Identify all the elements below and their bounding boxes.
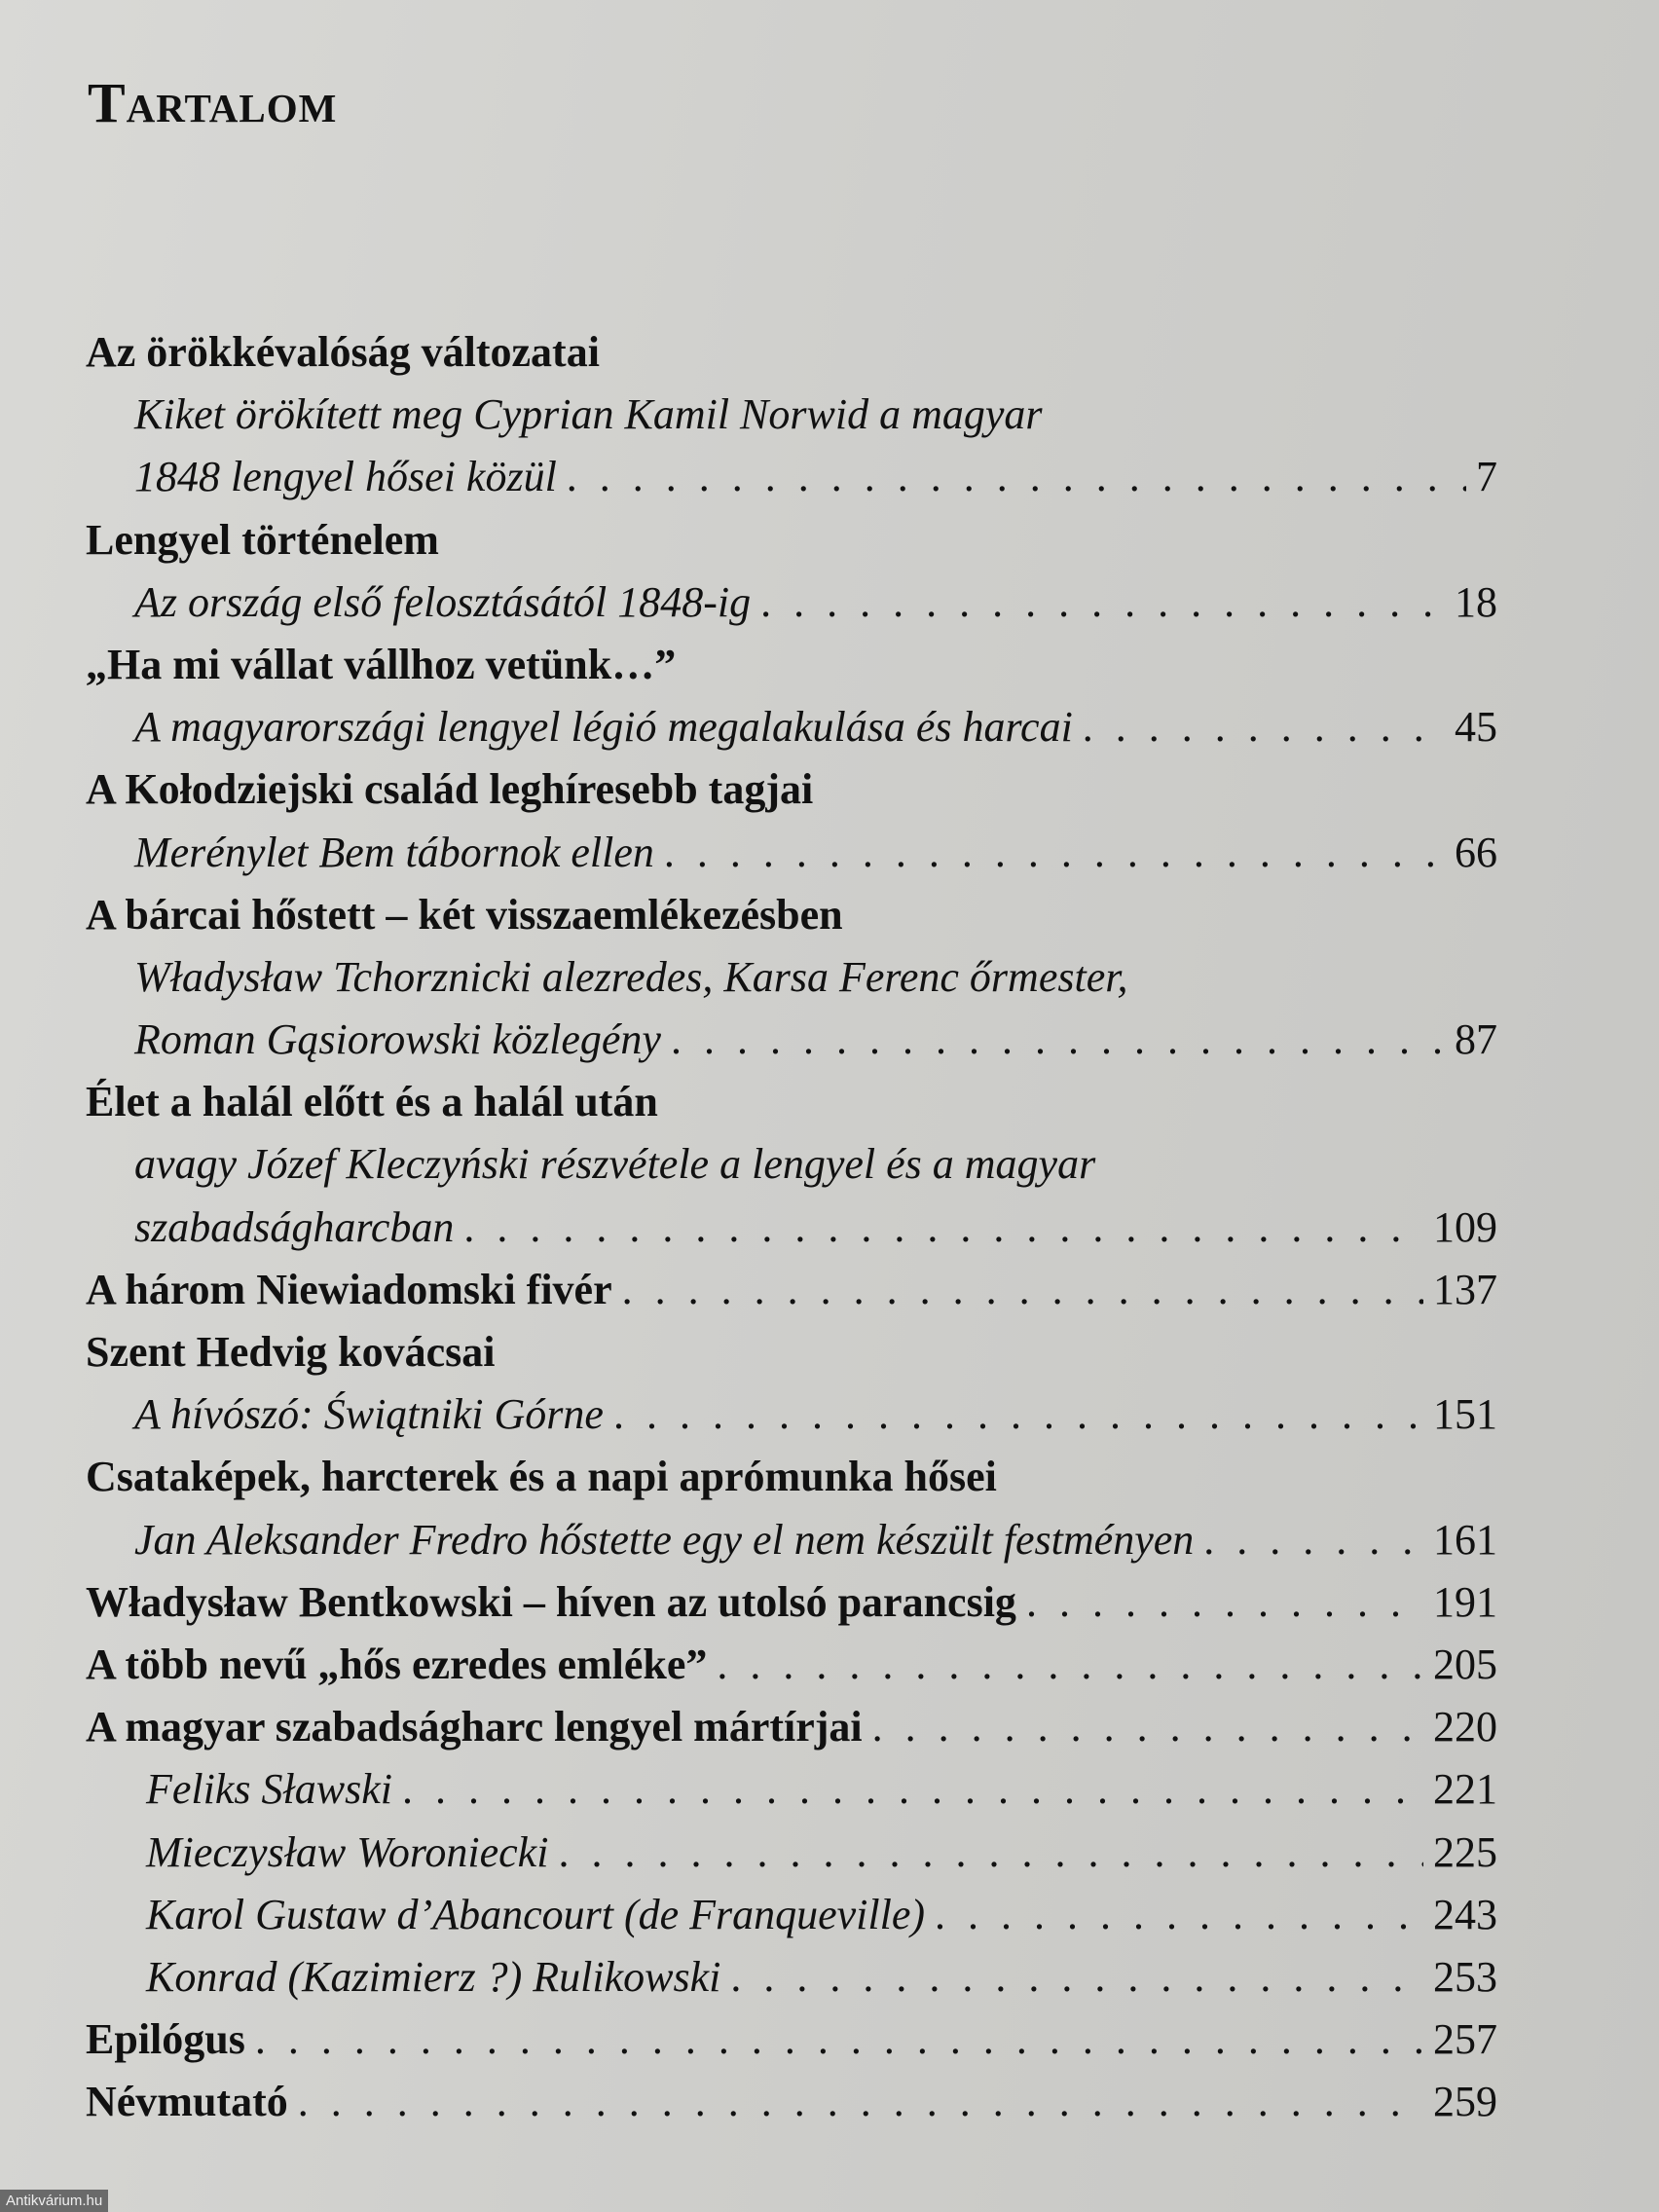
- toc-entry: [86, 571, 1497, 634]
- toc-page-number: 137: [1433, 1265, 1497, 1313]
- toc-entry-title: A hívószó: Świątniki Górne: [134, 1390, 604, 1439]
- toc-entry-title: Roman Gąsiorowski közlegény: [134, 1015, 661, 1064]
- toc-entry: [86, 634, 1497, 696]
- table-of-contents: [86, 321, 1497, 2133]
- toc-entry-title: A Kołodziejski család leghíresebb tagjai: [86, 765, 814, 814]
- toc-entry-title: avagy Józef Kleczyński részvétele a lengyel és a magyar: [134, 1140, 1096, 1189]
- toc-entry: [86, 946, 1497, 1009]
- toc-page-number: 221: [1433, 1765, 1497, 1814]
- toc-entry-title: A magyarországi lengyel légió megalakulása és harcai: [134, 703, 1073, 752]
- toc-entry: [86, 2071, 1497, 2133]
- toc-page-number: 18: [1455, 577, 1497, 626]
- toc-entry: [86, 1758, 1497, 1821]
- toc-entry-title: szabadságharcban: [134, 1202, 455, 1251]
- toc-entry: [86, 1634, 1497, 1696]
- toc-entry-title: Kiket örökített meg Cyprian Kamil Norwid a magyar: [134, 390, 1043, 439]
- watermark-badge: Antikvárium.hu: [0, 2190, 108, 2212]
- toc-page-number: 253: [1433, 1952, 1497, 2001]
- dot-leader: [1083, 696, 1445, 758]
- toc-entry-title: Szent Hedvig kovácsai: [86, 1328, 496, 1376]
- dot-leader: [664, 822, 1445, 884]
- toc-entry-title: Władysław Tchorznicki alezredes, Karsa Ferenc őrmester,: [134, 952, 1128, 1001]
- toc-page-number: 225: [1433, 1827, 1497, 1876]
- toc-entry: [86, 1696, 1497, 1758]
- toc-page-number: 161: [1433, 1515, 1497, 1564]
- dot-leader: [613, 1383, 1423, 1446]
- toc-entry-title: Władysław Bentkowski – híven az utolsó parancsig: [86, 1577, 1016, 1626]
- dot-leader: [935, 1884, 1423, 1946]
- dot-leader: [567, 446, 1466, 508]
- toc-page-number: 151: [1433, 1390, 1497, 1439]
- toc-entry-title: Lengyel történelem: [86, 515, 439, 564]
- toc-entry-title: A magyar szabadságharc lengyel mártírjai: [86, 1703, 863, 1751]
- dot-leader: [872, 1696, 1423, 1758]
- toc-page-number: 259: [1433, 2078, 1497, 2126]
- toc-entry-title: „Ha mi vállat vállhoz vetünk…”: [86, 640, 677, 688]
- toc-entry: [86, 884, 1497, 946]
- toc-entry: [86, 1009, 1497, 1071]
- page-title: Tartalom: [88, 71, 338, 134]
- toc-entry-title: A három Niewiadomski fivér: [86, 1265, 612, 1313]
- toc-entry: [86, 1133, 1497, 1196]
- toc-entry: [86, 1197, 1497, 1259]
- toc-entry: [86, 384, 1497, 446]
- toc-entry-title: Jan Aleksander Fredro hőstette egy el nem készült festményen: [134, 1515, 1195, 1564]
- dot-leader: [463, 1197, 1423, 1259]
- toc-entry: [86, 1822, 1497, 1884]
- toc-entry-title: A több nevű „hős ezredes emléke”: [86, 1640, 708, 1688]
- toc-entry-title: Feliks Sławski: [146, 1765, 392, 1814]
- dot-leader: [1203, 1509, 1423, 1571]
- toc-page-number: 205: [1433, 1640, 1497, 1688]
- toc-entry: [86, 1509, 1497, 1571]
- toc-entry: [86, 1071, 1497, 1133]
- toc-entry-title: Merénylet Bem tábornok ellen: [134, 828, 654, 876]
- dot-leader: [255, 2009, 1423, 2071]
- toc-entry-title: Epilógus: [86, 2015, 245, 2064]
- toc-page-number: 191: [1433, 1577, 1497, 1626]
- toc-page-number: 7: [1476, 453, 1497, 501]
- toc-page-number: 220: [1433, 1703, 1497, 1751]
- dot-leader: [671, 1009, 1445, 1071]
- toc-page-number: 243: [1433, 1890, 1497, 1938]
- toc-page-number: 66: [1455, 828, 1497, 876]
- toc-page-number: 87: [1455, 1015, 1497, 1064]
- toc-entry-title: Az örökkévalóság változatai: [86, 328, 600, 376]
- toc-page-number: 257: [1433, 2015, 1497, 2064]
- toc-entry: [86, 1946, 1497, 2009]
- toc-entry-title: Csataképek, harcterek és a napi aprómunka hősei: [86, 1453, 997, 1501]
- toc-entry-title: 1848 lengyel hősei közül: [134, 453, 557, 501]
- dot-leader: [622, 1259, 1423, 1321]
- toc-entry: [86, 446, 1497, 508]
- dot-leader: [717, 1634, 1423, 1696]
- toc-entry-title: Az ország első felosztásától 1848-ig: [134, 577, 752, 626]
- toc-entry-title: Élet a halál előtt és a halál után: [86, 1078, 658, 1126]
- toc-entry: [86, 1884, 1497, 1946]
- toc-entry-title: Névmutató: [86, 2078, 288, 2126]
- dot-leader: [558, 1822, 1423, 1884]
- toc-entry: [86, 509, 1497, 571]
- toc-entry: [86, 696, 1497, 758]
- toc-entry-title: Mieczysław Woroniecki: [146, 1827, 549, 1876]
- dot-leader: [730, 1946, 1423, 2009]
- toc-entry: [86, 321, 1497, 384]
- toc-entry: [86, 1259, 1497, 1321]
- toc-entry: [86, 1383, 1497, 1446]
- toc-entry-title: A bárcai hőstett – két visszaemlékezésben: [86, 890, 843, 939]
- toc-page-number: 109: [1433, 1202, 1497, 1251]
- toc-entry: [86, 2009, 1497, 2071]
- toc-entry: [86, 822, 1497, 884]
- dot-leader: [1026, 1571, 1423, 1634]
- toc-entry: [86, 1321, 1497, 1383]
- toc-page-number: 45: [1455, 703, 1497, 752]
- toc-entry: [86, 1446, 1497, 1508]
- toc-entry: [86, 1571, 1497, 1634]
- toc-entry: [86, 758, 1497, 821]
- dot-leader: [760, 571, 1445, 634]
- toc-entry-title: Konrad (Kazimierz ?) Rulikowski: [146, 1952, 721, 2001]
- dot-leader: [298, 2071, 1423, 2133]
- dot-leader: [402, 1758, 1423, 1821]
- toc-entry-title: Karol Gustaw d’Abancourt (de Franqueville): [146, 1890, 926, 1938]
